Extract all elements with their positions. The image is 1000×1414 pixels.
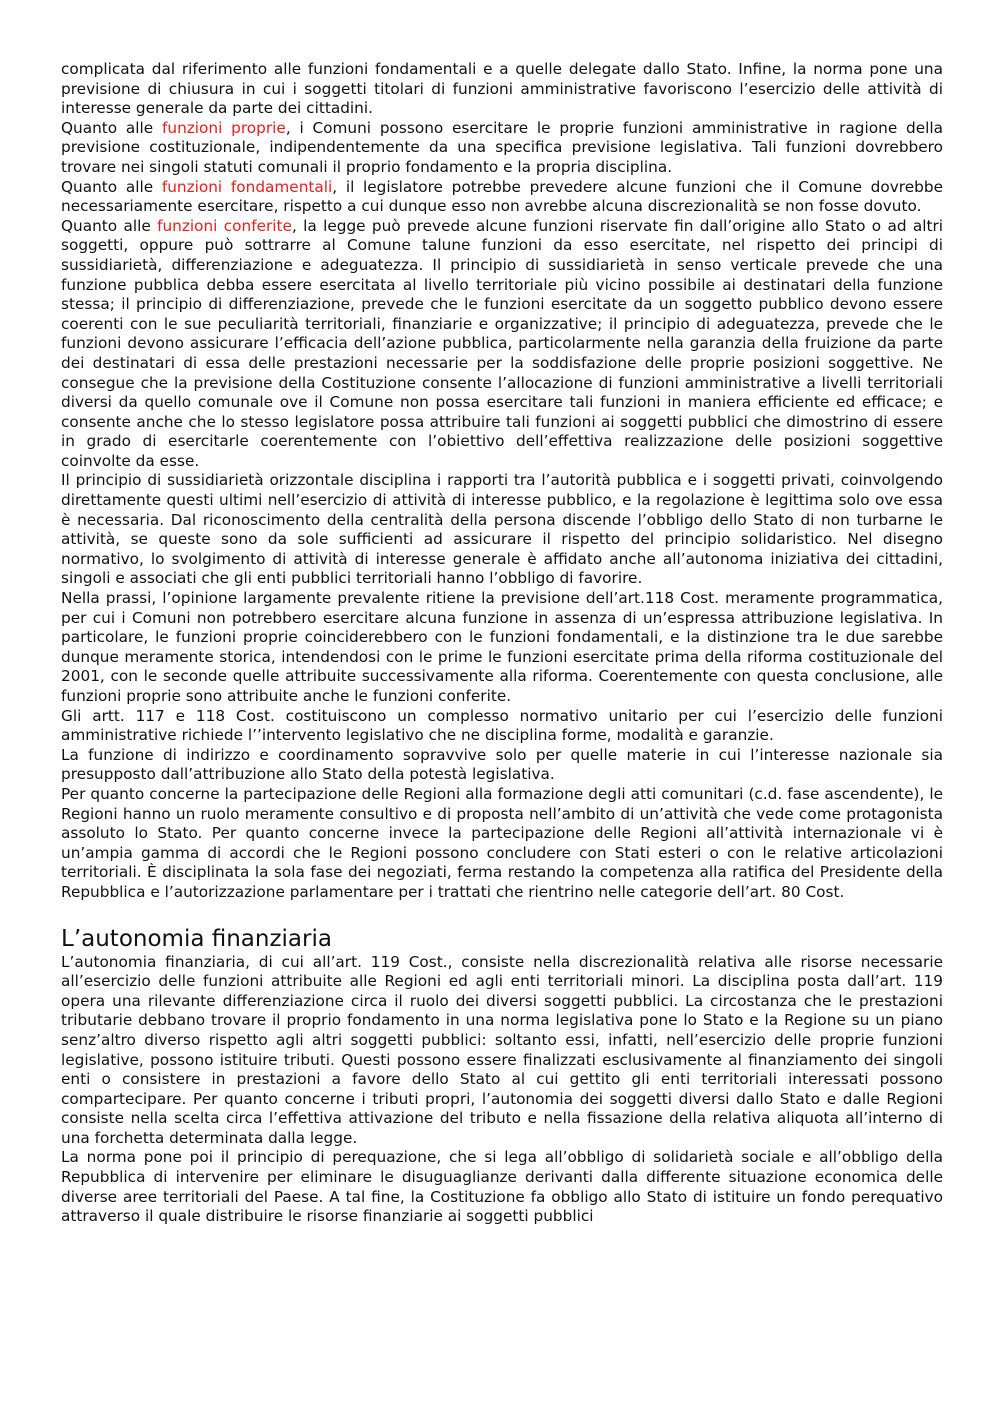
paragraph-artt-117-118: Gli artt. 117 e 118 Cost. costituiscono un complesso normativo unitario per cui l’esercizio delle funzioni amministrative richiede l’’intervento legislativo che ne disciplina forme, modalità e garanzie.	[61, 706, 943, 745]
paragraph-prassi: Nella prassi, l’opinione largamente prevalente ritiene la previsione dell’art.118 Cost. meramente programmatica, per cui i Comuni non potrebbero esercitare alcuna funzione in assenza di un’espressa attribuzione legislativa. In particolare, le funzioni proprie coinciderebbero con le funzioni fondamentali, e la distinzione tra le due sarebbe dunque meramente storica, intendendosi con le prime le funzioni esercitate prima della riforma costituzionale del 2001, con le seconde quelle attribuite successivamente alla riforma. Coerentemente con questa conclusione, alle funzioni proprie sono attribuite anche le funzioni conferite.	[61, 589, 943, 705]
paragraph-body: , il legislatore potrebbe prevedere alcune funzioni che il Comune dovrebbe necessariamente esercitare, rispetto a cui dunque esso non avrebbe alcuna discrezionalità se non fosse dovuto.	[61, 177, 944, 216]
paragraph-lead: Quanto alle	[61, 118, 162, 137]
paragraph-sussidiarieta-orizzontale: Il principio di sussidiarietà orizzontale disciplina i rapporti tra l’autorità pubblica e i soggetti privati, coinvolgendo direttamente questi ultimi nell’esercizio di attività di interesse pubblico, e la regolazione è legittima solo ove essa è necessaria. Dal riconoscimento della centralità della persona discende l’obbligo dello Stato di non turbarne le attività, se queste sono da sole sufficienti ad assicurare il rispetto del principio solidaristico. Nel disegno normativo, lo svolgimento di attività di interesse generale è affidato anche all’autonoma iniziativa dei cittadini, singoli e associati che gli enti pubblici territoriali hanno l’obbligo di favorire.	[61, 471, 943, 588]
paragraph-intro: complicata dal riferimento alle funzioni fondamentali e a quelle delegate dallo Stato. Infine, la norma pone una previsione di chiusura in cui i soggetti titolari di funzioni amministrative favoriscono l’esercizio delle attività di interesse generale da parte dei cittadini.	[61, 60, 943, 118]
paragraph-funzioni-proprie	[61, 119, 943, 178]
paragraph-partecipazione-regioni: Per quanto concerne la partecipazione delle Regioni alla formazione degli atti comunitari (c.d. fase ascendente), le Regioni hanno un ruolo meramente consultivo e di proposta nell’ambito di un’attività che vede come protagonista assoluto lo Stato. Per quanto concerne invece la partecipazione delle Regioni all’attività internazionale vi è un’ampia gamma di accordi che le Regioni possono concludere con Stati esteri o con le relative articolazioni territoriali. È disciplinata la sola fase dei negoziati, ferma restando la competenza alla ratifica del Presidente della Repubblica e l’autorizzazione parlamentare per i trattati che rientrino nelle categorie dell’art. 80 Cost.	[61, 784, 943, 901]
highlight-term-funzioni-proprie: funzioni proprie	[162, 118, 286, 137]
paragraph-indirizzo-coordinamento: La funzione di indirizzo e coordinamento sopravvive solo per quelle materie in cui l’interesse nazionale sia presupposto dall’attribuzione allo Stato della potestà legislativa.	[61, 745, 943, 784]
paragraph-body: , i Comuni possono esercitare le proprie funzioni amministrative in ragione della previsione costituzionale, indipendentemente da una specifica previsione legislativa. Tali funzioni dovrebbero trovare nei singoli statuti comunali il proprio fondamento e la propria disciplina.	[61, 118, 944, 176]
paragraph-autonomia-finanziaria: L’autonomia finanziaria, di cui all’art. 119 Cost., consiste nella discrezionalità relativa alle risorse necessarie all’esercizio delle funzioni attribuite alle Regioni ed agli enti territoriali minori. La disciplina posta dall’art. 119 opera una rilevante differenziazione circa il ruolo dei diversi soggetti pubblici. La circostanza che le prestazioni tributarie debbano trovare il proprio fondamento in una norma legislativa pone lo Stato e la Regione su un piano senz’altro diverso rispetto agli altri soggetti pubblici: soltanto essi, infatti, nell’esercizio delle proprie funzioni legislative, possono istituire tributi. Questi possono essere finalizzati esclusivamente al finanziamento dei singoli enti o consistere in prestazioni a favore dello Stato al cui gettito gli enti territoriali interessati possono compartecipare. Per quanto concerne i tributi propri, l’autonomia dei soggetti diversi dallo Stato e dalle Regioni consiste nella scelta circa l’effettiva attivazione del tributo e nella fissazione della relativa aliquota all’interno di una forchetta determinata dalla legge.	[61, 952, 943, 1147]
section-heading-autonomia-finanziaria: L’autonomia finanziaria	[61, 925, 332, 952]
paragraph-lead: Quanto alle	[61, 177, 162, 196]
highlight-term-funzioni-fondamentali: funzioni fondamentali	[161, 177, 333, 196]
paragraph-body: , la legge può prevede alcune funzioni riservate fin dall’origine allo Stato o ad altri soggetti, oppure può sottrarre al Comune talune funzioni da esso esercitate, nel rispetto dei principi di sussidiarietà, differenziazione e adeguatezza. Il principio di sussidiarietà in senso verticale prevede che una funzione pubblica debba essere esercitata al livello territoriale più vicino possibile ai destinatari della funzione stessa; il principio di differenziazione, prevede che le funzioni esercitate da un soggetto pubblico devono essere coerenti con le sue peculiarità territoriali, finanziarie e organizzative; il principio di adeguatezza, prevede che le funzioni devono assicurare l’efficacia dell’azione pubblica, particolarmente nella garanzia della fruizione da parte dei destinatari di essa delle prestazioni necessarie per la soddisfazione delle proprie posizioni soggettive. Ne consegue che la previsione della Costituzione consente l’allocazione di funzioni amministrative a livelli territoriali diversi da quello comunale ove il Comune non possa esercitare tali funzioni in maniera efficiente ed efficace; e consente anche che lo stesso legislatore possa attribuire tali funzioni ai soggetti pubblici che dimostrino di essere in grado di esercitarle coerentemente con l’obiettivo dell’effettiva realizzazione delle posizioni soggettive coinvolte da esse.	[61, 216, 944, 470]
document-page	[61, 60, 943, 1227]
paragraph-lead: Quanto alle	[61, 216, 158, 235]
paragraph-funzioni-conferite	[61, 217, 943, 472]
paragraph-funzioni-fondamentali	[61, 178, 943, 217]
highlight-term-funzioni-conferite: funzioni conferite	[157, 216, 292, 235]
paragraph-perequazione: La norma pone poi il principio di perequazione, che si lega all’obbligo di solidarietà sociale e all’obbligo della Repubblica di intervenire per eliminare le disuguaglianze derivanti dalla differente situazione economica delle diverse aree territoriali del Paese. A tal fine, la Costituzione fa obbligo allo Stato di istituire un fondo perequativo attraverso il quale distribuire le risorse finanziarie ai soggetti pubblici	[61, 1148, 943, 1226]
